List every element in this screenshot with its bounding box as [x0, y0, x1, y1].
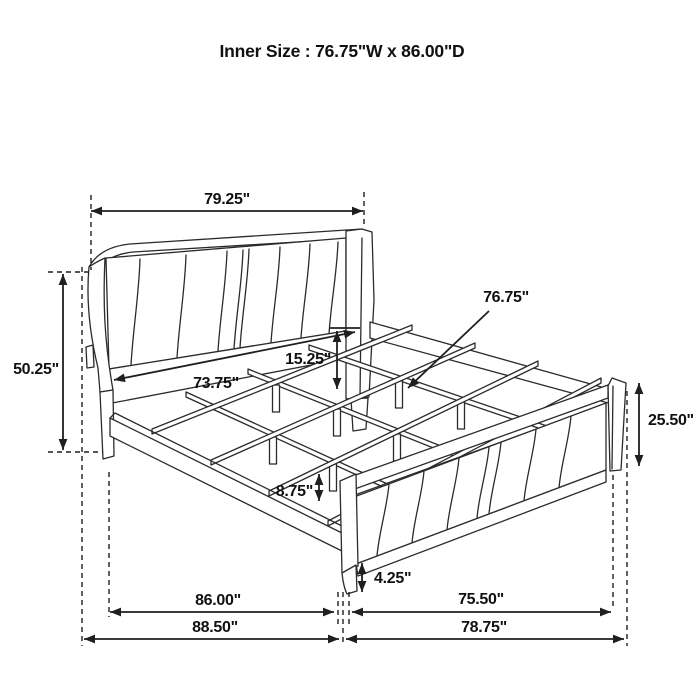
rail-hook-bracket	[86, 345, 94, 368]
slat-leg	[273, 385, 280, 412]
dim-label-outer-depth: 88.50"	[192, 619, 238, 636]
footboard	[340, 378, 626, 594]
headboard	[86, 229, 374, 459]
dim-label-footboard-leg-height: 4.25"	[374, 570, 412, 587]
footboard-far-post	[608, 378, 626, 471]
slat-leg	[270, 437, 277, 464]
dim-label-footboard-side-outer: 78.75"	[461, 619, 507, 636]
dim-label-inner-depth: 86.00"	[195, 592, 241, 609]
dim-footboard-height	[613, 383, 694, 646]
dim-label-headboard-height: 50.25"	[13, 361, 59, 378]
dim-label-footboard-height: 25.50"	[648, 412, 694, 429]
footboard-near-post	[340, 474, 358, 573]
slat-leg	[330, 464, 337, 491]
dim-label-footboard-side-inner: 75.50"	[458, 591, 504, 608]
slat-leg	[334, 409, 341, 436]
dim-label-panel-to-rail-height: 15.25"	[285, 351, 331, 368]
diagram-title: Inner Size : 76.75"W x 86.00"D	[219, 41, 465, 61]
slat-leg	[458, 402, 465, 429]
dim-label-headboard-inner-width: 73.75"	[193, 375, 239, 392]
dim-label-headboard-width: 79.25"	[204, 191, 250, 208]
dim-footboard-side-outer	[346, 619, 624, 639]
slat-leg	[394, 434, 401, 461]
dim-label-slat-inner-width: 76.75"	[483, 289, 529, 306]
dim-label-slat-leg-height: 8.75"	[275, 483, 313, 500]
slat-leg	[396, 381, 403, 408]
